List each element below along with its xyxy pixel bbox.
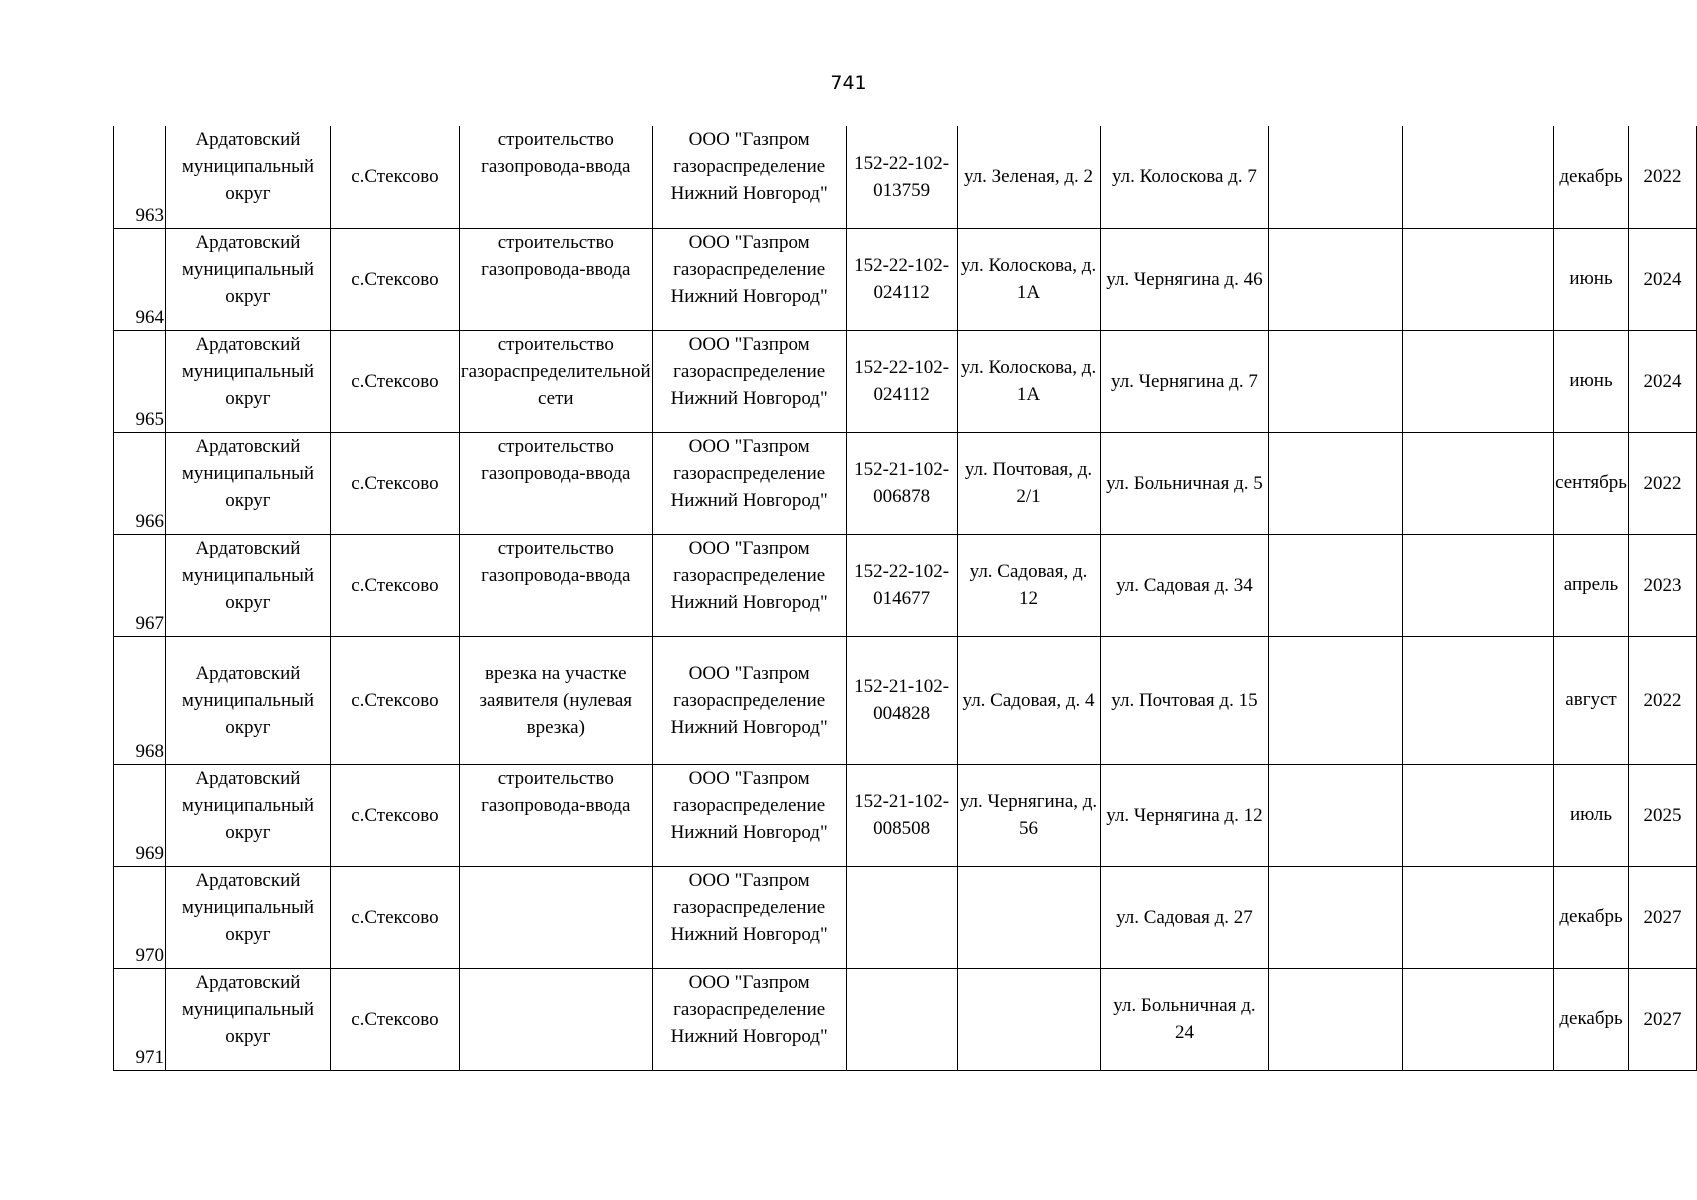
district-cell: Ардатовский муниципальный округ (165, 764, 330, 866)
work-cell: строительство газопровода-ввода (459, 228, 652, 330)
target-cell: ул. Чернягина д. 12 (1100, 764, 1269, 866)
empty-cell (1403, 534, 1554, 636)
target-cell: ул. Садовая д. 34 (1100, 534, 1269, 636)
locality-cell: с.Стексово (330, 432, 459, 534)
year-cell: 2024 (1628, 330, 1696, 432)
work-cell: строительство газопровода-ввода (459, 126, 652, 228)
empty-cell (1403, 764, 1554, 866)
locality-cell: с.Стексово (330, 636, 459, 764)
code-cell: 152-22-102-024112 (846, 330, 957, 432)
target-cell: ул. Чернягина д. 7 (1100, 330, 1269, 432)
locality-cell: с.Стексово (330, 968, 459, 1070)
empty-cell (1403, 228, 1554, 330)
locality-cell: с.Стексово (330, 330, 459, 432)
empty-cell (1269, 534, 1403, 636)
target-cell: ул. Садовая д. 27 (1100, 866, 1269, 968)
code-cell: 152-21-102-006878 (846, 432, 957, 534)
table-row (114, 330, 1697, 432)
org-cell: ООО "Газпром газораспределение Нижний Новгород" (652, 968, 846, 1070)
locality-cell: с.Стексово (330, 866, 459, 968)
code-cell: 152-22-102-014677 (846, 534, 957, 636)
locality-cell: с.Стексово (330, 126, 459, 228)
year-cell: 2025 (1628, 764, 1696, 866)
table-row (114, 866, 1697, 968)
target-cell: ул. Больничная д. 24 (1100, 968, 1269, 1070)
empty-cell (1403, 126, 1554, 228)
row-number: 965 (114, 330, 166, 432)
source-cell: ул. Колоскова, д. 1А (957, 330, 1100, 432)
table-row (114, 432, 1697, 534)
year-cell: 2022 (1628, 126, 1696, 228)
org-cell: ООО "Газпром газораспределение Нижний Новгород" (652, 330, 846, 432)
year-cell: 2024 (1628, 228, 1696, 330)
empty-cell (1269, 126, 1403, 228)
org-cell: ООО "Газпром газораспределение Нижний Новгород" (652, 764, 846, 866)
code-cell (846, 968, 957, 1070)
work-cell (459, 968, 652, 1070)
code-cell (846, 866, 957, 968)
empty-cell (1269, 764, 1403, 866)
code-cell: 152-22-102-024112 (846, 228, 957, 330)
district-cell: Ардатовский муниципальный округ (165, 432, 330, 534)
row-number: 968 (114, 636, 166, 764)
year-cell: 2022 (1628, 636, 1696, 764)
month-cell: июнь (1554, 330, 1629, 432)
source-cell: ул. Колоскова, д. 1А (957, 228, 1100, 330)
table-row (114, 968, 1697, 1070)
district-cell: Ардатовский муниципальный округ (165, 330, 330, 432)
empty-cell (1403, 968, 1554, 1070)
month-cell: апрель (1554, 534, 1629, 636)
empty-cell (1403, 866, 1554, 968)
org-cell: ООО "Газпром газораспределение Нижний Новгород" (652, 636, 846, 764)
work-cell: строительство газопровода-ввода (459, 764, 652, 866)
empty-cell (1403, 636, 1554, 764)
target-cell: ул. Больничная д. 5 (1100, 432, 1269, 534)
row-number: 967 (114, 534, 166, 636)
month-cell: сентябрь (1554, 432, 1629, 534)
row-number: 964 (114, 228, 166, 330)
row-number: 963 (114, 126, 166, 228)
locality-cell: с.Стексово (330, 228, 459, 330)
source-cell (957, 866, 1100, 968)
source-cell: ул. Садовая, д. 4 (957, 636, 1100, 764)
code-cell: 152-21-102-008508 (846, 764, 957, 866)
empty-cell (1269, 968, 1403, 1070)
target-cell: ул. Чернягина д. 46 (1100, 228, 1269, 330)
org-cell: ООО "Газпром газораспределение Нижний Новгород" (652, 432, 846, 534)
empty-cell (1269, 330, 1403, 432)
month-cell: декабрь (1554, 126, 1629, 228)
empty-cell (1269, 636, 1403, 764)
row-number: 971 (114, 968, 166, 1070)
month-cell: декабрь (1554, 866, 1629, 968)
row-number: 970 (114, 866, 166, 968)
data-table (113, 126, 1697, 1071)
row-number: 969 (114, 764, 166, 866)
month-cell: июль (1554, 764, 1629, 866)
month-cell: август (1554, 636, 1629, 764)
district-cell: Ардатовский муниципальный округ (165, 534, 330, 636)
org-cell: ООО "Газпром газораспределение Нижний Новгород" (652, 534, 846, 636)
table-row (114, 228, 1697, 330)
org-cell: ООО "Газпром газораспределение Нижний Новгород" (652, 866, 846, 968)
target-cell: ул. Колоскова д. 7 (1100, 126, 1269, 228)
district-cell: Ардатовский муниципальный округ (165, 866, 330, 968)
locality-cell: с.Стексово (330, 764, 459, 866)
table-row (114, 764, 1697, 866)
empty-cell (1269, 866, 1403, 968)
district-cell: Ардатовский муниципальный округ (165, 968, 330, 1070)
empty-cell (1269, 228, 1403, 330)
work-cell (459, 866, 652, 968)
empty-cell (1403, 330, 1554, 432)
table-row (114, 636, 1697, 764)
work-cell: врезка на участке заявителя (нулевая врезка) (459, 636, 652, 764)
locality-cell: с.Стексово (330, 534, 459, 636)
org-cell: ООО "Газпром газораспределение Нижний Новгород" (652, 228, 846, 330)
table-row (114, 534, 1697, 636)
work-cell: строительство газораспределительной сети (459, 330, 652, 432)
year-cell: 2027 (1628, 968, 1696, 1070)
code-cell: 152-22-102-013759 (846, 126, 957, 228)
month-cell: декабрь (1554, 968, 1629, 1070)
source-cell: ул. Почтовая, д. 2/1 (957, 432, 1100, 534)
source-cell: ул. Зеленая, д. 2 (957, 126, 1100, 228)
year-cell: 2023 (1628, 534, 1696, 636)
work-cell: строительство газопровода-ввода (459, 534, 652, 636)
code-cell: 152-21-102-004828 (846, 636, 957, 764)
empty-cell (1403, 432, 1554, 534)
page-number: 741 (830, 72, 867, 94)
district-cell: Ардатовский муниципальный округ (165, 228, 330, 330)
row-number: 966 (114, 432, 166, 534)
source-cell (957, 968, 1100, 1070)
source-cell: ул. Садовая, д. 12 (957, 534, 1100, 636)
empty-cell (1269, 432, 1403, 534)
month-cell: июнь (1554, 228, 1629, 330)
year-cell: 2027 (1628, 866, 1696, 968)
source-cell: ул. Чернягина, д. 56 (957, 764, 1100, 866)
target-cell: ул. Почтовая д. 15 (1100, 636, 1269, 764)
table-row (114, 126, 1697, 228)
year-cell: 2022 (1628, 432, 1696, 534)
org-cell: ООО "Газпром газораспределение Нижний Новгород" (652, 126, 846, 228)
work-cell: строительство газопровода-ввода (459, 432, 652, 534)
district-cell: Ардатовский муниципальный округ (165, 636, 330, 764)
district-cell: Ардатовский муниципальный округ (165, 126, 330, 228)
